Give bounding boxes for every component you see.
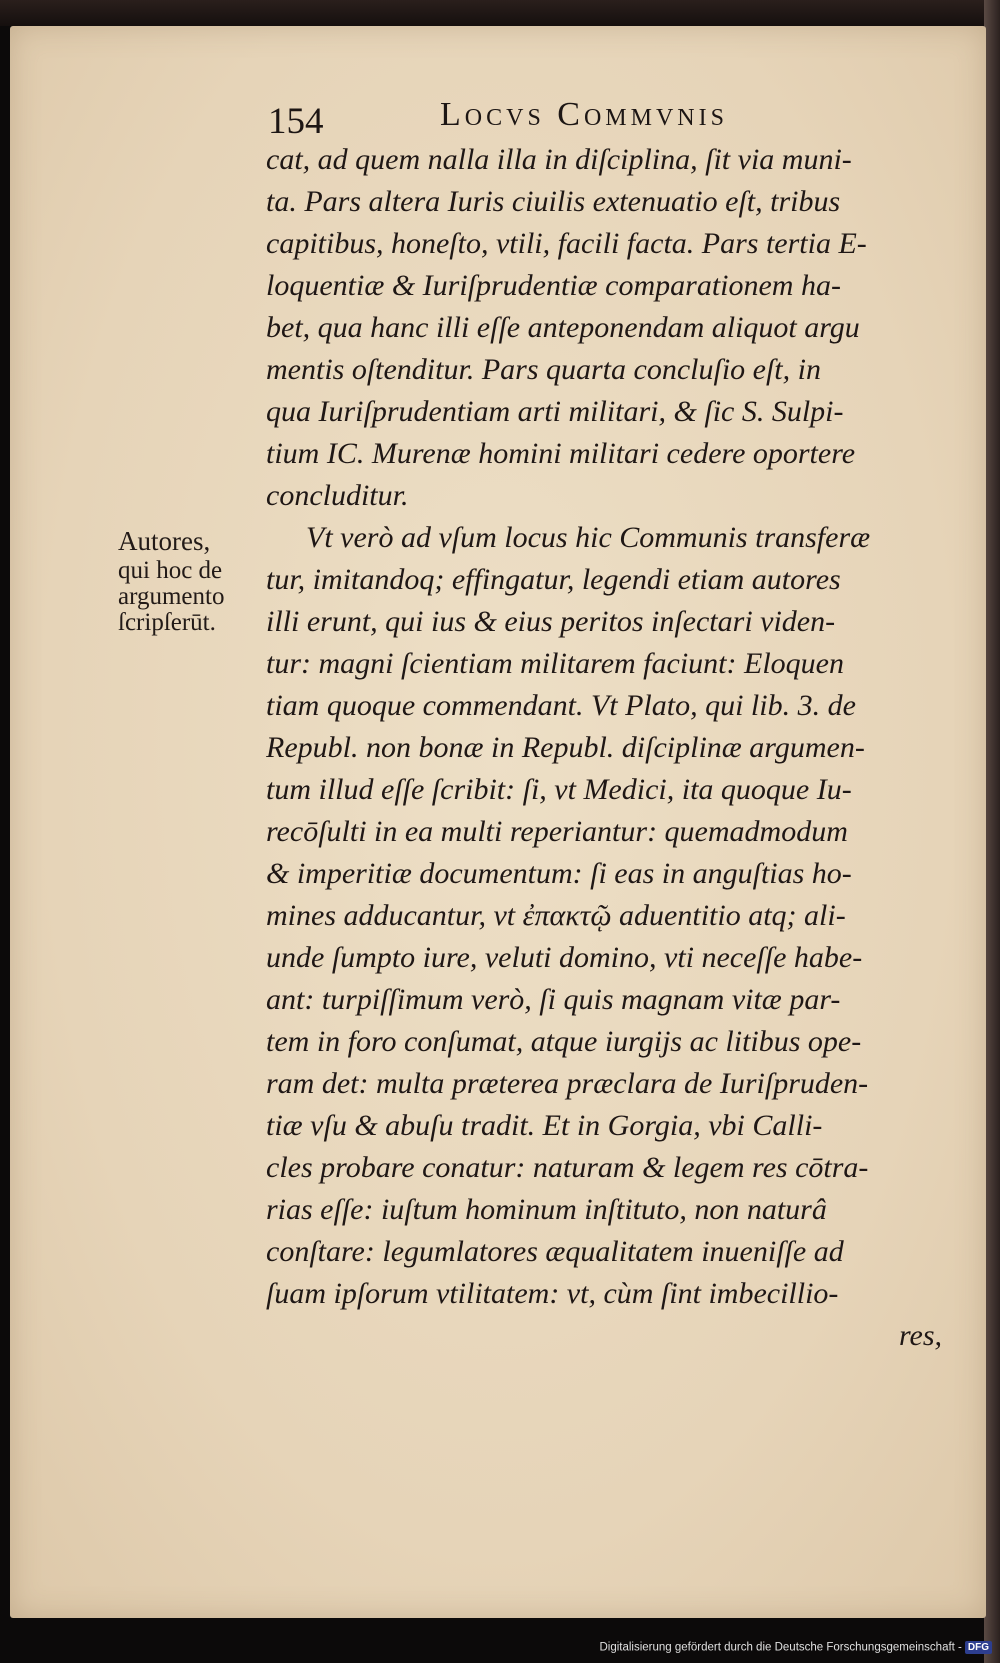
marginal-note-line: argumento xyxy=(118,583,225,610)
page-number: 154 xyxy=(268,101,324,142)
text-line: tiam quoque commendant. Vt Plato, qui lib. 3. de xyxy=(266,689,856,722)
credit-text: Digitalisierung gefördert durch die Deutsche Forschungsgemeinschaft - xyxy=(599,1641,962,1654)
text-line: ant: turpiſſimum verò, ſi quis magnam vitæ par- xyxy=(266,983,841,1016)
marginal-note xyxy=(118,524,268,636)
text-line: tiæ vſu & abuſu tradit. Et in Gorgia, vbi Calli- xyxy=(266,1109,823,1142)
text-line: conſtare: legumlatores æqualitatem inueniſſe ad xyxy=(266,1235,844,1268)
text-line: mines adducantur, vt ἐπακτῷ aduentitio atq; ali- xyxy=(266,899,846,932)
text-line: tur, imitandoq; effingatur, legendi etiam autores xyxy=(266,563,841,596)
catchword: res, xyxy=(898,1319,942,1352)
book-edge xyxy=(984,0,1000,1663)
text-line: ta. Pars altera Iuris ciuilis extenuatio eſt, tribus xyxy=(266,185,841,218)
running-title: Locvs Commvnis xyxy=(440,96,728,133)
text-line: & imperitiæ documentum: ſi eas in anguſtias ho- xyxy=(266,857,852,890)
digitization-credit xyxy=(599,1641,992,1654)
page-header xyxy=(268,96,788,140)
text-line: ſuam ipſorum vtilitatem: vt, cùm ſint imbecillio- xyxy=(266,1277,839,1310)
text-line: Vt verò ad vſum locus hic Communis transferæ xyxy=(306,521,871,554)
text-line: tur: magni ſcientiam militarem faciunt: Eloquen xyxy=(266,647,844,680)
text-line: capitibus, honeſto, vtili, facili facta. Pars tertia E- xyxy=(266,227,867,260)
marginal-note-line: ſcripſerūt. xyxy=(118,609,216,636)
text-line: recōſulti in ea multi reperiantur: quemadmodum xyxy=(266,815,848,848)
text-line: Republ. non bonæ in Republ. diſciplinæ argumen- xyxy=(266,731,865,764)
text-line: concluditur. xyxy=(266,479,409,512)
text-line: loquentiæ & Iuriſprudentiæ comparationem ha- xyxy=(266,269,841,302)
text-line: illi erunt, qui ius & eius peritos inſectari viden- xyxy=(266,605,836,638)
text-line: mentis oſtenditur. Pars quarta concluſio eſt, in xyxy=(266,353,821,386)
text-line: bet, qua hanc illi eſſe anteponendam aliquot argu xyxy=(266,311,860,344)
text-line: cles probare conatur: naturam & legem res cōtra- xyxy=(266,1151,869,1184)
text-line: rias eſſe: iuſtum hominum inſtituto, non naturâ xyxy=(266,1193,827,1226)
text-line: tum illud eſſe ſcribit: ſi, vt Medici, ita quoque Iu- xyxy=(266,773,852,806)
text-line: ram det: multa præterea præclara de Iuriſpruden- xyxy=(266,1067,869,1100)
text-line: unde ſumpto iure, veluti domino, vti neceſſe habe- xyxy=(266,941,863,974)
marginal-note-line: qui hoc de xyxy=(118,557,223,584)
top-edge-shadow xyxy=(0,0,1000,26)
text-line: tem in foro conſumat, atque iurgijs ac litibus ope- xyxy=(266,1025,862,1058)
text-line: qua Iuriſprudentiam arti militari, & ſic S. Sulpi- xyxy=(266,395,844,428)
dfg-logo-icon: DFG xyxy=(965,1641,992,1654)
text-line: tium IC. Murenæ homini militari cedere oportere xyxy=(266,437,856,470)
marginal-note-line: Autores, xyxy=(118,526,211,556)
text-line: cat, ad quem nalla illa in diſciplina, ſit via muni- xyxy=(266,143,852,176)
